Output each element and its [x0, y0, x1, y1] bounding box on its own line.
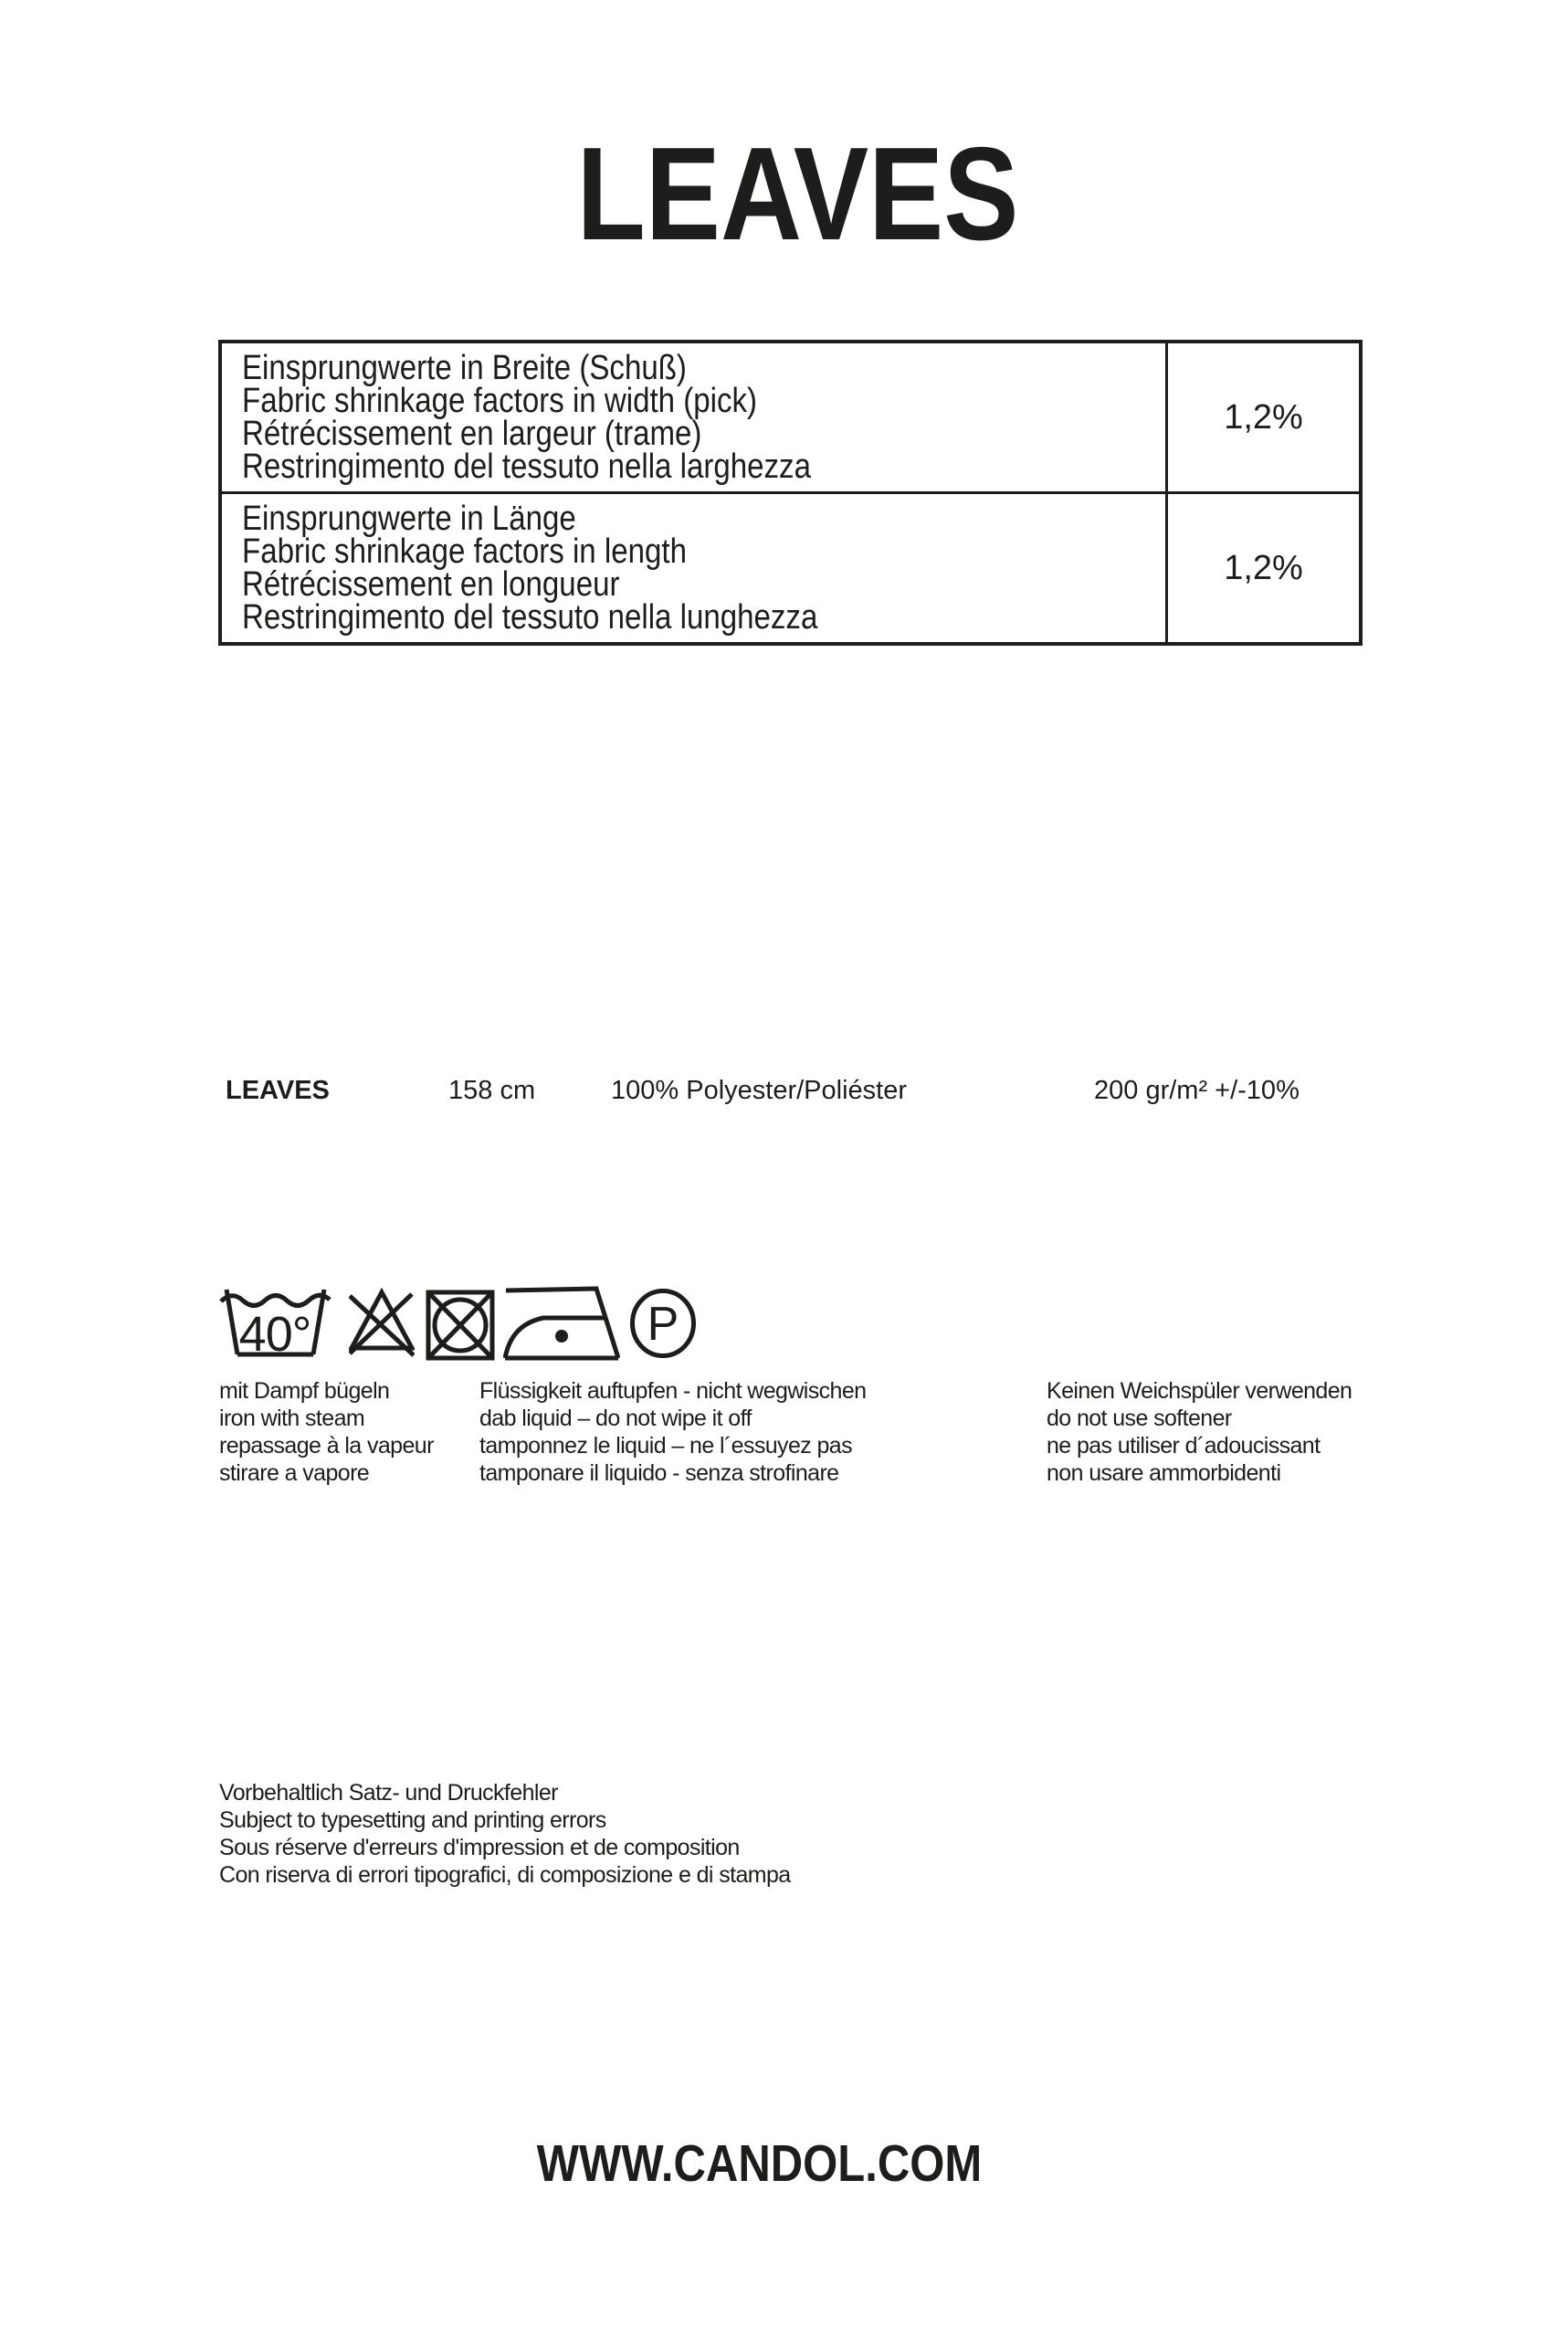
product-name: LEAVES — [226, 1076, 330, 1105]
dry-clean-p-icon — [629, 1288, 697, 1359]
care-line-de: Keinen Weichspüler verwenden — [1047, 1378, 1352, 1404]
shrinkage-length-value: 1,2% — [1224, 548, 1303, 587]
care-line-en: iron with steam — [219, 1406, 365, 1431]
label-de: Einsprungwerte in Breite (Schuß) — [242, 349, 687, 387]
table-cell-labels — [222, 343, 1168, 491]
table-row-length-shrinkage — [222, 491, 1359, 642]
care-instructions-dab-liquid — [479, 1377, 866, 1487]
dry-clean-letter: P — [647, 1298, 679, 1351]
care-line-en: dab liquid – do not wipe it off — [479, 1406, 752, 1431]
care-instructions-iron-steam — [219, 1377, 434, 1487]
product-info-row — [0, 1077, 1568, 1104]
disclaimer-line-de: Vorbehaltlich Satz- und Druckfehler — [219, 1780, 558, 1806]
care-line-fr: tamponnez le liquid – ne l´essuyez pas — [479, 1433, 853, 1459]
care-instructions-no-softener — [1047, 1377, 1352, 1487]
label-fr: Rétrécissement en largeur (trame) — [242, 415, 702, 453]
label-fr: Rétrécissement en longueur — [242, 565, 620, 604]
care-line-it: tamponare il liquido - senza strofinare — [479, 1460, 839, 1486]
disclaimer-block — [219, 1779, 791, 1889]
do-not-tumble-dry-icon — [426, 1289, 495, 1362]
care-line-it: non usare ammorbidenti — [1047, 1460, 1281, 1486]
disclaimer-line-en: Subject to typesetting and printing errors — [219, 1807, 606, 1833]
label-en: Fabric shrinkage factors in length — [242, 532, 687, 571]
website-url: WWW.CANDOL.COM — [536, 2134, 983, 2193]
care-line-fr: repassage à la vapeur — [219, 1433, 434, 1459]
do-not-bleach-icon — [349, 1288, 415, 1359]
care-line-de: mit Dampf bügeln — [219, 1378, 390, 1404]
care-line-fr: ne pas utiliser d´adoucissant — [1047, 1433, 1321, 1459]
table-row-width-shrinkage — [222, 343, 1359, 491]
shrinkage-table — [218, 340, 1363, 646]
shrinkage-width-value: 1,2% — [1224, 397, 1303, 437]
label-de: Einsprungwerte in Länge — [242, 500, 576, 538]
label-it: Restringimento del tessuto nella larghezza — [242, 448, 811, 486]
table-cell-labels — [222, 494, 1168, 642]
iron-one-dot-icon — [503, 1285, 620, 1362]
label-en: Fabric shrinkage factors in width (pick) — [242, 382, 758, 420]
disclaimer-line-fr: Sous réserve d'erreurs d'impression et de composition — [219, 1835, 740, 1860]
product-composition: 100% Polyester/Poliéster — [611, 1076, 907, 1105]
product-width: 158 cm — [448, 1076, 536, 1105]
care-line-de: Flüssigkeit auftupfen - nicht wegwischen — [479, 1378, 867, 1404]
product-weight: 200 gr/m² +/-10% — [1094, 1076, 1300, 1105]
wash-temperature-label: 40° — [238, 1307, 311, 1360]
care-line-en: do not use softener — [1047, 1406, 1232, 1431]
page-title: LEAVES — [576, 120, 1019, 268]
wash-40-icon — [217, 1287, 333, 1360]
care-line-it: stirare a vapore — [219, 1460, 370, 1486]
disclaimer-line-it: Con riserva di errori tipografici, di composizione e di stampa — [219, 1862, 791, 1888]
label-it: Restringimento del tessuto nella lunghezza — [242, 598, 818, 637]
